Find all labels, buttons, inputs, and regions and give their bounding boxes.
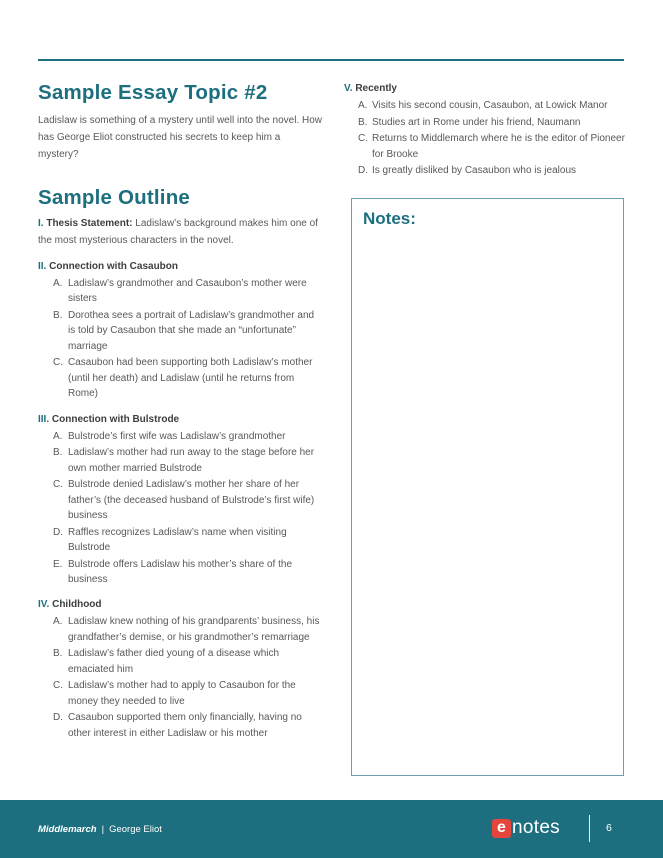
section-heading (38, 597, 323, 613)
item-text: Ladislaw’s grandmother and Casaubon’s mother were sisters (68, 278, 307, 305)
footer-book-title: Middlemarch (38, 824, 97, 835)
enotes-logo-text: notes (512, 817, 560, 838)
footer-separator: | (101, 824, 105, 835)
item-letter: A. (53, 278, 63, 289)
outline-item (38, 429, 323, 444)
item-letter: B. (53, 310, 63, 321)
item-letter: E. (53, 558, 63, 570)
section-heading (38, 412, 323, 428)
page-footer (0, 800, 663, 858)
item-letter: B. (358, 116, 368, 128)
outline-section-iii (38, 412, 323, 588)
section-title: Childhood (52, 599, 102, 611)
item-text: Ladislaw’s father died young of a disease which emaciated him (68, 648, 280, 675)
outline-item (38, 614, 323, 645)
item-text: Dorothea sees a portrait of Ladislaw’s grandmother and is told by Casaubon that she made an “unfortunate” marriage (68, 310, 315, 352)
thesis-numeral: I. (38, 218, 44, 229)
item-text: Casaubon supported them only financially, having no other interest in either Ladislaw or his mother (68, 712, 302, 739)
item-text: Bulstrode offers Ladislaw his mother’s share of the business (68, 558, 293, 586)
item-letter: D. (53, 712, 63, 724)
outline-item (344, 115, 629, 130)
thesis-label: Thesis Statement: (46, 218, 133, 229)
page-number: 6 (606, 822, 612, 834)
top-divider (38, 59, 624, 61)
outline-item (38, 445, 323, 476)
notes-box[interactable] (351, 198, 624, 776)
item-letter: B. (53, 447, 63, 459)
item-text: Bulstrode denied Ladislaw’s mother her share of her father’s (the deceased husband of Bulstrode’s first wife) business (68, 479, 315, 522)
outline-title: Sample Outline (38, 186, 191, 209)
section-numeral: V. (344, 83, 353, 94)
section-heading (38, 259, 323, 275)
outline-item (38, 477, 323, 523)
item-letter: C. (53, 479, 63, 491)
item-text: Ladislaw knew nothing of his grandparents’ business, his grandfather’s demise, or his grandmother’s remarriage (68, 616, 320, 643)
item-text: Casaubon had been supporting both Ladislaw’s mother (until her death) and Ladislaw (until he returns from Rome) (68, 357, 313, 400)
footer-divider (589, 815, 590, 842)
footer-book-info (38, 824, 162, 835)
outline-item (344, 131, 629, 162)
item-text: Returns to Middlemarch where he is the editor of Pioneer for Brooke (372, 133, 625, 160)
outline-item (38, 678, 323, 709)
outline-item (344, 98, 629, 113)
section-items (344, 98, 629, 179)
outline-item (38, 525, 323, 556)
item-text: Ladislaw’s mother had to apply to Casaubon for the money they needed to live (68, 680, 296, 707)
item-text: Bulstrode’s first wife was Ladislaw’s grandmother (68, 430, 286, 442)
section-heading (344, 81, 629, 97)
right-column (344, 81, 629, 180)
section-title: Recently (355, 83, 397, 94)
outline-section-v (344, 81, 629, 179)
item-letter: D. (358, 165, 368, 177)
item-letter: B. (53, 648, 63, 660)
enotes-e-icon: e (492, 819, 511, 838)
section-items (38, 429, 323, 588)
outline-item (344, 163, 629, 178)
outline-section-iv (38, 597, 323, 741)
item-letter: C. (53, 680, 63, 692)
section-numeral: II. (38, 261, 47, 272)
section-items (38, 276, 323, 402)
essay-topic-title: Sample Essay Topic #2 (38, 81, 268, 104)
outline-item (38, 276, 323, 307)
outline-item (38, 355, 323, 401)
section-title: Connection with Bulstrode (51, 413, 180, 425)
item-letter: D. (53, 526, 63, 538)
outline-item (38, 557, 323, 588)
section-numeral: III. (38, 413, 50, 425)
section-items (38, 614, 323, 741)
outline-section-ii (38, 259, 323, 402)
enotes-logo[interactable] (492, 817, 560, 839)
item-letter: C. (53, 357, 63, 369)
left-column (38, 80, 323, 742)
section-numeral: IV. (38, 599, 50, 611)
item-text: Visits his second cousin, Casaubon, at Lowick Manor (372, 100, 608, 111)
section-title: Connection with Casaubon (49, 261, 179, 272)
item-text: Studies art in Rome under his friend, Naumann (372, 116, 581, 128)
footer-author: George Eliot (109, 824, 162, 835)
thesis-text: Ladislaw’s background makes him one of the most mysterious characters in the novel. (38, 218, 318, 246)
item-text: Ladislaw’s mother had run away to the stage before her own mother married Bulstrode (68, 447, 315, 474)
outline-item (38, 308, 323, 354)
item-text: Raffles recognizes Ladislaw’s name when visiting Bulstrode (68, 526, 287, 554)
item-letter: A. (53, 430, 63, 442)
outline-item (38, 710, 323, 741)
outline-item (38, 646, 323, 677)
item-text: Is greatly disliked by Casaubon who is jealous (372, 165, 576, 177)
essay-topic-text: Ladislaw is something of a mystery until well into the novel. How has George Eliot constructed his secrets to keep him a mystery? (38, 115, 323, 160)
item-letter: A. (53, 616, 63, 628)
item-letter: A. (358, 100, 368, 111)
thesis-statement (38, 215, 323, 249)
item-letter: C. (358, 133, 368, 145)
notes-title: Notes: (363, 209, 416, 228)
